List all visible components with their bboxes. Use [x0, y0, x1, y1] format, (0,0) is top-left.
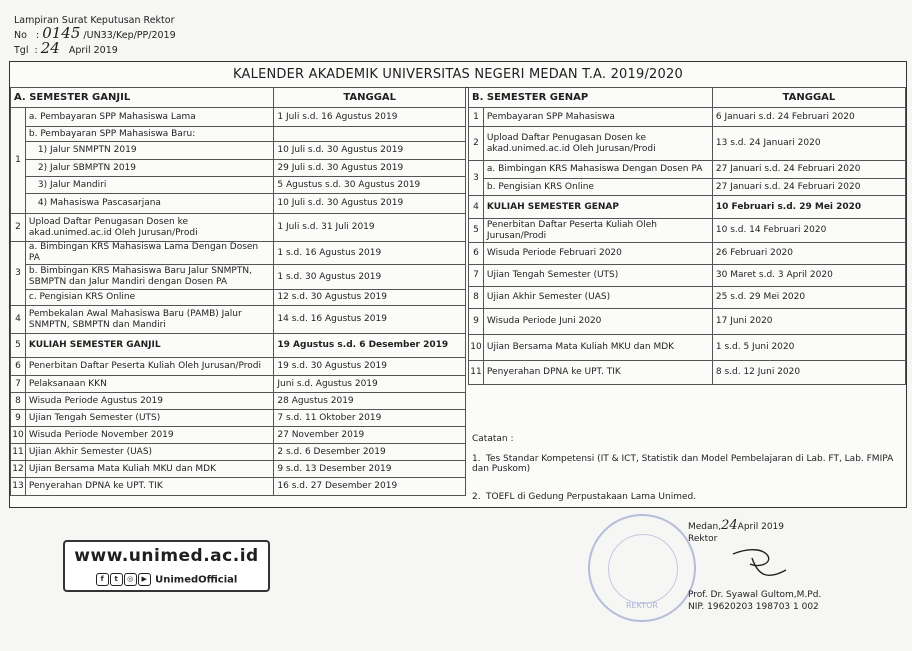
- signature-date: Medan,24April 2019: [688, 518, 784, 533]
- ganjil-heading: A. SEMESTER GANJIL: [11, 88, 274, 108]
- notes-caption: Catatan :: [472, 434, 514, 444]
- table-cell: Ujian Akhir Semester (UAS): [483, 287, 712, 309]
- date-cell: 10 Februari s.d. 29 Mei 2020: [712, 196, 905, 219]
- table-cell: Wisuda Periode Juni 2020: [483, 309, 712, 335]
- decree-number: No : 0145 /UN33/Kep/PP/2019: [14, 24, 176, 42]
- table-cell: Wisuda Periode November 2019: [25, 427, 274, 444]
- date-cell: 1 s.d. 5 Juni 2020: [712, 335, 905, 361]
- calendar-title: KALENDER AKADEMIK UNIVERSITAS NEGERI MEDAN T.A. 2019/2020: [10, 62, 906, 88]
- date-cell: 25 s.d. 29 Mei 2020: [712, 287, 905, 309]
- seal-inner-ring: [608, 534, 678, 604]
- table-cell: KULIAH SEMESTER GENAP: [483, 196, 712, 219]
- table-cell: Penyerahan DPNA ke UPT. TIK: [483, 361, 712, 385]
- table-cell: a. Pembayaran SPP Mahasiswa Lama: [25, 108, 274, 127]
- row-number: 2: [469, 127, 484, 161]
- rector-nip: NIP. 19620203 198703 1 002: [688, 602, 819, 612]
- note-item: 1. Tes Standar Kompetensi (IT & ICT, Statistik dan Model Pembelajaran di Lab. FT, Lab. FMIPA dan Puskom): [472, 454, 894, 474]
- date-cell: 8 s.d. 12 Juni 2020: [712, 361, 905, 385]
- table-cell: b. Bimbingan KRS Mahasiswa Baru Jalur SNMPTN, SBMPTN dan Jalur Mandiri dengan Dosen PA: [25, 265, 274, 290]
- twitter-icon: t: [110, 573, 123, 586]
- table-cell: Ujian Tengah Semester (UTS): [483, 265, 712, 287]
- row-number: 7: [11, 376, 26, 393]
- date-cell: 1 s.d. 30 Agustus 2019: [274, 265, 466, 290]
- date-cell: 12 s.d. 30 Agustus 2019: [274, 290, 466, 306]
- row-number: 5: [469, 219, 484, 243]
- date-cell: 27 Januari s.d. 24 Februari 2020: [712, 161, 905, 179]
- table-cell: a. Bimbingan KRS Mahasiswa Dengan Dosen PA: [483, 161, 712, 179]
- table-cell: Penerbitan Daftar Peserta Kuliah Oleh Jurusan/Prodi: [25, 358, 274, 376]
- date-cell: 19 s.d. 30 Agustus 2019: [274, 358, 466, 376]
- stamp-text: REKTOR: [626, 601, 658, 610]
- date-cell: 1 Juli s.d. 16 Agustus 2019: [274, 108, 466, 127]
- note-item: 2. TOEFL di Gedung Perpustakaan Lama Unimed.: [472, 492, 697, 502]
- date-cell: 28 Agustus 2019: [274, 393, 466, 410]
- row-number: 8: [469, 287, 484, 309]
- date-cell: 14 s.d. 16 Agustus 2019: [274, 306, 466, 334]
- date-cell: 26 Februari 2020: [712, 243, 905, 265]
- date-cell: 27 Januari s.d. 24 Februari 2020: [712, 179, 905, 196]
- table-cell: 3) Jalur Mandiri: [25, 177, 274, 194]
- calendar-frame: [9, 61, 907, 508]
- date-cell: 19 Agustus s.d. 6 Desember 2019: [274, 334, 466, 358]
- table-cell: Ujian Tengah Semester (UTS): [25, 410, 274, 427]
- semester-genap-table: [468, 87, 906, 385]
- handwritten-signature: [728, 546, 790, 586]
- date-cell: 9 s.d. 13 Desember 2019: [274, 461, 466, 478]
- row-number: 6: [11, 358, 26, 376]
- table-cell: Upload Daftar Penugasan Dosen ke akad.unimed.ac.id Oleh Jurusan/Prodi: [25, 214, 274, 242]
- date-cell: 10 Juli s.d. 30 Agustus 2019: [274, 194, 466, 214]
- decree-date: Tgl : 24 April 2019: [14, 39, 118, 57]
- date-cell: Juni s.d. Agustus 2019: [274, 376, 466, 393]
- rector-name: Prof. Dr. Syawal Gultom,M.Pd.: [688, 590, 822, 600]
- table-cell: Ujian Bersama Mata Kuliah MKU dan MDK: [25, 461, 274, 478]
- row-number: 3: [469, 161, 484, 196]
- date-cell: 2 s.d. 6 Desember 2019: [274, 444, 466, 461]
- date-cell: 1 s.d. 16 Agustus 2019: [274, 242, 466, 265]
- genap-date-heading: TANGGAL: [712, 88, 905, 108]
- signature-block: [688, 520, 821, 613]
- youtube-icon: ▶: [138, 573, 151, 586]
- social-handle: f t ◎ ▶ UnimedOfficial: [65, 573, 268, 586]
- row-number: 11: [11, 444, 26, 461]
- attachment-line: Lampiran Surat Keputusan Rektor: [14, 15, 175, 26]
- row-number: 1: [11, 108, 26, 214]
- genap-heading: B. SEMESTER GENAP: [469, 88, 713, 108]
- date-cell: 1 Juli s.d. 31 Juli 2019: [274, 214, 466, 242]
- table-cell: Ujian Akhir Semester (UAS): [25, 444, 274, 461]
- instagram-icon: ◎: [124, 573, 137, 586]
- facebook-icon: f: [96, 573, 109, 586]
- date-cell: 5 Agustus s.d. 30 Agustus 2019: [274, 177, 466, 194]
- row-number: 10: [11, 427, 26, 444]
- row-number: 9: [469, 309, 484, 335]
- row-number: 8: [11, 393, 26, 410]
- table-cell: Pembayaran SPP Mahasiswa: [483, 108, 712, 127]
- row-number: 11: [469, 361, 484, 385]
- table-cell: Pelaksanaan KKN: [25, 376, 274, 393]
- date-cell: 13 s.d. 24 Januari 2020: [712, 127, 905, 161]
- row-number: 9: [11, 410, 26, 427]
- date-cell: 6 Januari s.d. 24 Februari 2020: [712, 108, 905, 127]
- date-cell: [274, 127, 466, 142]
- table-cell: 1) Jalur SNMPTN 2019: [25, 142, 274, 160]
- date-cell: 29 Juli s.d. 30 Agustus 2019: [274, 160, 466, 177]
- table-cell: Upload Daftar Penugasan Dosen ke akad.unimed.ac.id Oleh Jurusan/Prodi: [483, 127, 712, 161]
- table-cell: Wisuda Periode Februari 2020: [483, 243, 712, 265]
- row-number: 5: [11, 334, 26, 358]
- table-cell: 4) Mahasiswa Pascasarjana: [25, 194, 274, 214]
- table-cell: 2) Jalur SBMPTN 2019: [25, 160, 274, 177]
- row-number: 10: [469, 335, 484, 361]
- date-cell: 16 s.d. 27 Desember 2019: [274, 478, 466, 496]
- table-cell: Ujian Bersama Mata Kuliah MKU dan MDK: [483, 335, 712, 361]
- row-number: 4: [11, 306, 26, 334]
- ganjil-date-heading: TANGGAL: [274, 88, 466, 108]
- date-cell: 10 s.d. 14 Februari 2020: [712, 219, 905, 243]
- notes-section: [468, 432, 906, 508]
- row-number: 3: [11, 242, 26, 306]
- row-number: 6: [469, 243, 484, 265]
- date-cell: 30 Maret s.d. 3 April 2020: [712, 265, 905, 287]
- row-number: 12: [11, 461, 26, 478]
- table-cell: b. Pengisian KRS Online: [483, 179, 712, 196]
- row-number: 2: [11, 214, 26, 242]
- university-seal-stamp: [588, 514, 696, 622]
- table-cell: Penyerahan DPNA ke UPT. TIK: [25, 478, 274, 496]
- row-number: 4: [469, 196, 484, 219]
- letter-header: [14, 14, 176, 57]
- table-cell: Wisuda Periode Agustus 2019: [25, 393, 274, 410]
- date-cell: 7 s.d. 11 Oktober 2019: [274, 410, 466, 427]
- table-cell: Penerbitan Daftar Peserta Kuliah Oleh Jurusan/Prodi: [483, 219, 712, 243]
- date-cell: 17 Juni 2020: [712, 309, 905, 335]
- table-cell: KULIAH SEMESTER GANJIL: [25, 334, 274, 358]
- website-url: www.unimed.ac.id: [74, 546, 259, 566]
- signature-role: Rektor: [688, 534, 718, 544]
- semester-ganjil-table: [10, 87, 466, 496]
- row-number: 7: [469, 265, 484, 287]
- date-cell: 27 November 2019: [274, 427, 466, 444]
- website-badge: [63, 540, 270, 592]
- table-cell: Pembekalan Awal Mahasiswa Baru (PAMB) Jalur SNMPTN, SBMPTN dan Mandiri: [25, 306, 274, 334]
- row-number: 1: [469, 108, 484, 127]
- date-cell: 10 Juli s.d. 30 Agustus 2019: [274, 142, 466, 160]
- table-cell: b. Pembayaran SPP Mahasiswa Baru:: [25, 127, 274, 142]
- table-cell: c. Pengisian KRS Online: [25, 290, 274, 306]
- row-number: 13: [11, 478, 26, 496]
- table-cell: a. Bimbingan KRS Mahasiswa Lama Dengan Dosen PA: [25, 242, 274, 265]
